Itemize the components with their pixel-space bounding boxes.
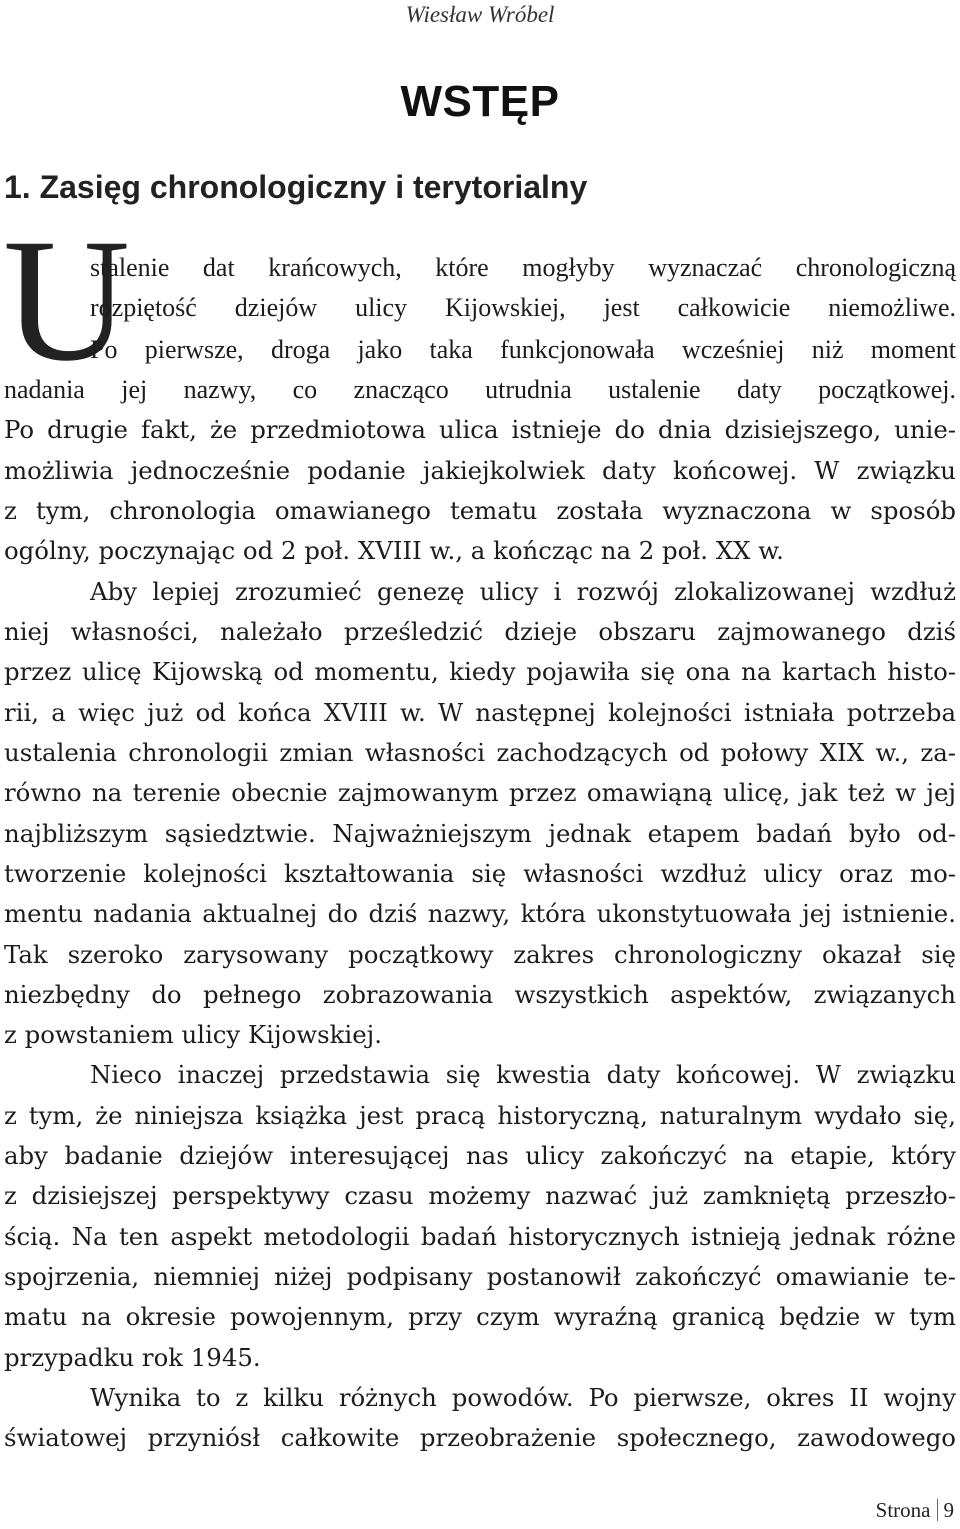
text-line: stalenie dat krańcowych, które mogłyby wyznaczać chronologiczną (90, 253, 956, 282)
text-line: najbliższym sąsiedztwie. Najważniejszym jednak etapem badań było od- (4, 819, 956, 848)
text-line: ogólny, poczynając od 2 poł. XVIII w., a kończąc na 2 poł. XX w. (4, 536, 784, 565)
text-line: aby badanie dziejów interesującej nas ulicy zakończyć na etapie, który (4, 1141, 956, 1170)
text-line: ścią. Na ten aspekt metodologii badań historycznych istnieją jednak różne (4, 1222, 956, 1251)
text-line: spojrzenia, niemniej niżej podpisany postanowił zakończyć omawianie te- (4, 1262, 956, 1291)
text-line: Tak szeroko zarysowany początkowy zakres chronologiczny okazał się (4, 940, 956, 969)
chapter-title: WSTĘP (400, 77, 560, 126)
text-line: przez ulicę Kijowską od momentu, kiedy pojawiła się ona na kartach histo- (4, 657, 956, 686)
text-line: z dzisiejszej perspektywy czasu możemy nazwać już zamkniętą przeszło- (4, 1181, 956, 1210)
text-line: z tym, chronologia omawianego tematu została wyznaczona w sposób (4, 496, 956, 525)
text-line: z tym, że niniejsza książka jest pracą historyczną, naturalnym wydało się, (4, 1101, 956, 1130)
text-line: możliwia jednocześnie podanie jakiejkolwiek daty końcowej. W związku (4, 456, 956, 485)
text-line: rii, a więc już od końca XVIII w. W następnej kolejności istniała potrzeba (4, 698, 956, 727)
text-line: Wynika to z kilku różnych powodów. Po pierwsze, okres II wojny (90, 1383, 956, 1412)
text-line: ustalenia chronologii zmian własności zachodzących od połowy XIX w., za- (4, 738, 956, 767)
text-line: mentu nadania aktualnej do dziś nazwy, która ukonstytuowała jej istnienie. (4, 899, 956, 928)
running-header-author: Wiesław Wróbel (405, 2, 555, 27)
text-line: nadania jej nazwy, co znacząco utrudnia ustalenie daty początkowej. (4, 375, 956, 404)
text-line: tworzenie kolejności kształtowania się własności wzdłuż ulicy oraz mo- (4, 859, 956, 888)
text-line: rozpiętość dziejów ulicy Kijowskiej, jest całkowicie niemożliwe. (90, 293, 956, 322)
page-number: 9 (943, 1498, 954, 1522)
page-footer (876, 1496, 954, 1524)
section-title: 1. Zasięg chronologiczny i terytorialny (4, 169, 588, 205)
text-line: niezbędny do pełnego zobrazowania wszystkich aspektów, związanych (4, 980, 956, 1009)
drop-cap: U (3, 203, 131, 398)
text-line: matu na okresie powojennym, przy czym wyraźną granicą będzie w tym (4, 1302, 956, 1331)
footer-divider (937, 1499, 938, 1521)
footer-label: Strona (875, 1498, 931, 1522)
text-line: Nieco inaczej przedstawia się kwestia daty końcowej. W związku (90, 1060, 956, 1089)
text-line: Po drugie fakt, że przedmiotowa ulica istnieje do dnia dzisiejszego, unie- (4, 415, 956, 444)
text-line: równo na terenie obecnie zajmowanym przez omawiąną ulicę, jak też w jej (4, 778, 956, 807)
text-line: światowej przyniósł całkowite przeobrażenie społecznego, zawodowego (4, 1423, 956, 1452)
text-line: przypadku rok 1945. (4, 1343, 261, 1372)
text-line: Aby lepiej zrozumieć genezę ulicy i rozwój zlokalizowanej wzdłuż (90, 577, 956, 606)
text-line: niej własności, należało prześledzić dzieje obszaru zajmowanego dziś (4, 617, 956, 646)
text-line: z powstaniem ulicy Kijowskiej. (4, 1020, 382, 1049)
text-line: Po pierwsze, droga jako taka funkcjonowała wcześniej niż moment (90, 335, 956, 364)
